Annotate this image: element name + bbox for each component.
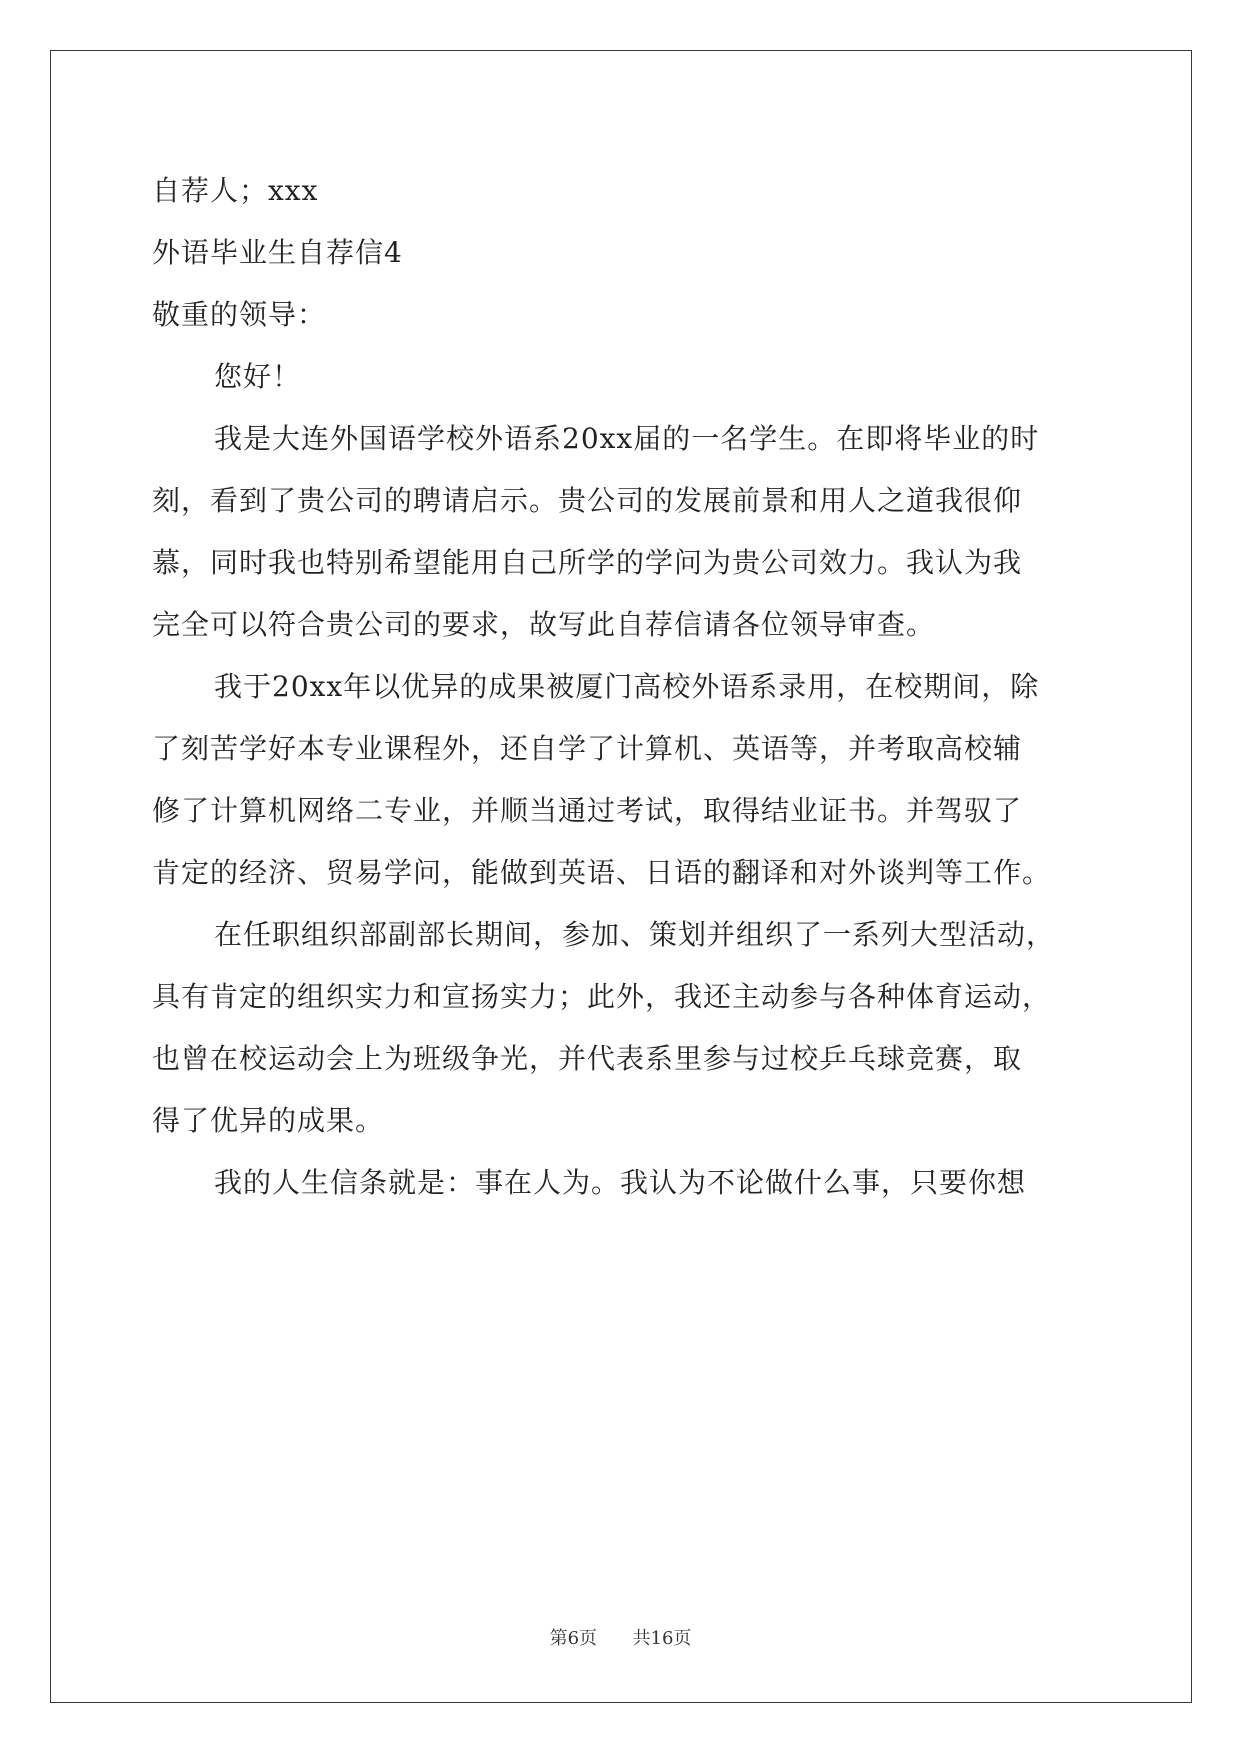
- paragraph-line: 慕，同时我也特别希望能用自己所学的学问为贵公司效力。我认为我: [152, 546, 1023, 579]
- signature-line: 自荐人；xxx: [152, 174, 319, 207]
- paragraph-line: 得了优异的成果。: [152, 1104, 385, 1137]
- letter-title: 外语毕业生自荐信4: [152, 236, 403, 269]
- paragraph-line: 我是大连外国语学校外语系20xx届的一名学生。在即将毕业的时: [214, 422, 1040, 455]
- page-number: 第6页: [549, 1628, 598, 1649]
- salutation: 敬重的领导：: [152, 298, 327, 331]
- paragraph-line: 我的人生信条就是：事在人为。我认为不论做什么事，只要你想: [214, 1166, 1027, 1199]
- paragraph-line: 肯定的经济、贸易学问，能做到英语、日语的翻译和对外谈判等工作。: [152, 856, 1052, 889]
- paragraph-line: 修了计算机网络二专业，并顺当通过考试，取得结业证书。并驾驭了: [152, 794, 1023, 827]
- document-body: [152, 160, 1092, 1214]
- page-total: 共16页: [632, 1628, 692, 1649]
- greeting: 您好！: [214, 360, 302, 393]
- paragraph-line: 也曾在校运动会上为班级争光，并代表系里参与过校乒乓球竞赛，取: [152, 1042, 1023, 1075]
- paragraph-line: 完全可以符合贵公司的要求，故写此自荐信请各位领导审查。: [152, 608, 936, 641]
- paragraph-line: 刻，看到了贵公司的聘请启示。贵公司的发展前景和用人之道我很仰: [152, 484, 1023, 517]
- page-footer: [0, 1624, 1241, 1650]
- paragraph-line: 在任职组织部副部长期间，参加、策划并组织了一系列大型活动，: [214, 918, 1056, 951]
- paragraph-line: 了刻苦学好本专业课程外，还自学了计算机、英语等，并考取高校辅: [152, 732, 1023, 765]
- paragraph-line: 具有肯定的组织实力和宣扬实力；此外，我还主动参与各种体育运动，: [152, 980, 1052, 1013]
- paragraph-line: 我于20xx年以优异的成果被厦门高校外语系录用，在校期间，除: [214, 670, 1040, 703]
